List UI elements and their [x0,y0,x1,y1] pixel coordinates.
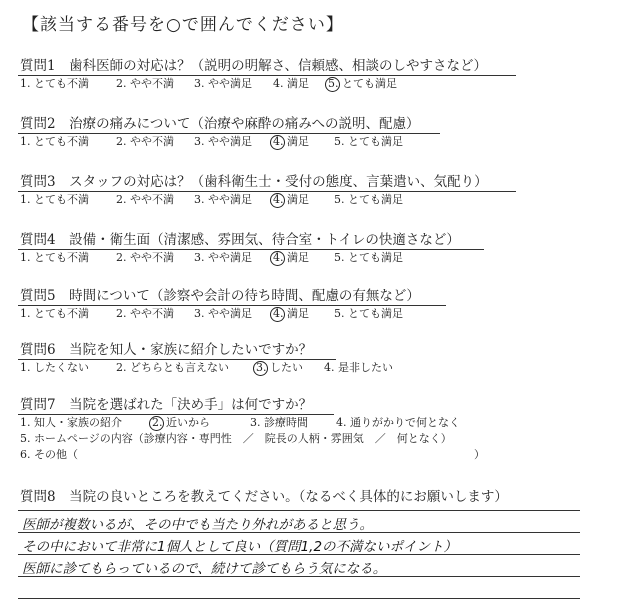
q1-option-4[interactable]: 4. 満足 [273,77,309,90]
q4-option-2[interactable]: 2. やや不満 [116,251,174,264]
question-8-title: 質問8 当院の良いところを教えてください。（なるべく具体的にお願いします） [20,489,508,505]
answer-line-3 [18,554,580,555]
answer-text-1: 医師が複数いるが、その中でも当たり外れがあると思う。 [22,517,373,533]
q2-option-2[interactable]: 2. やや不満 [116,135,174,148]
q5-option-2[interactable]: 2. やや不満 [116,307,174,320]
question-6 [18,342,538,376]
q7-option-3[interactable]: 3. 診療時間 [250,416,308,429]
q4-option-5[interactable]: 5. とても満足 [334,251,403,264]
question-4-options [18,250,538,266]
answer-line-4 [18,576,580,577]
question-5-options [18,306,538,322]
q2-option-1[interactable]: 1. とても不満 [20,135,89,148]
survey-heading: 【該当する番号を○で囲んでください】 [22,15,344,35]
question-6-title: 質問6 当院を知人・家族に紹介したいですか？ [20,342,313,358]
q5-option-4-selected[interactable]: 4. 満足 [273,307,309,320]
question-2 [18,116,538,150]
q5-option-5[interactable]: 5. とても満足 [334,307,403,320]
question-8-answer-area [18,508,580,604]
q4-option-3[interactable]: 3. やや満足 [194,251,252,264]
question-4 [18,232,538,266]
q1-option-5-selected[interactable]: 5. とても満足 [328,77,397,90]
question-2-options [18,134,538,150]
q4-option-1[interactable]: 1. とても不満 [20,251,89,264]
q6-option-2[interactable]: 2. どちらとも言えない [116,361,229,374]
question-5 [18,288,538,322]
question-1-options [18,76,538,92]
question-5-title: 質問5 時間について（診察や会計の待ち時間、配慮の有無など） [20,288,420,304]
q6-option-3-selected[interactable]: 3. したい [256,361,303,374]
question-7 [18,397,498,463]
q3-option-1[interactable]: 1. とても不満 [20,193,89,206]
q5-option-1[interactable]: 1. とても不満 [20,307,89,320]
q6-option-4[interactable]: 4. 是非したい [324,361,393,374]
answer-line-1 [18,510,580,511]
question-2-title: 質問2 治療の痛みについて（治療や麻酔の痛みへの説明、配慮） [20,116,420,132]
question-4-title: 質問4 設備・衛生面（清潔感、雰囲気、待合室・トイレの快適さなど） [20,232,460,248]
answer-line-5 [18,598,580,599]
q1-option-2[interactable]: 2. やや不満 [116,77,174,90]
q3-option-4-selected[interactable]: 4. 満足 [273,193,309,206]
question-7-options [18,415,498,431]
question-1 [18,58,538,92]
question-8 [18,488,580,506]
q2-option-4-selected[interactable]: 4. 満足 [273,135,309,148]
question-7-options-row-3 [18,447,498,463]
q7-option-2-selected[interactable]: 2. 近いから [152,416,210,429]
q7-option-5[interactable]: 5. ホームページの内容（診療内容・専門性 ／ 院長の人柄・雰囲気 ／ 何となく） [20,432,452,445]
question-3-title: 質問3 スタッフの対応は？（歯科衛生士・受付の態度、言葉遣い、気配り） [20,174,488,190]
question-7-options-row-2 [18,431,498,447]
q5-option-3[interactable]: 3. やや満足 [194,307,252,320]
answer-text-2: その中において非常に1個人として良い（質問1,2の不満ないポイント） [22,539,458,555]
q2-option-3[interactable]: 3. やや満足 [194,135,252,148]
answer-text-3: 医師に診てもらっているので、続けて診てもらう気になる。 [22,561,387,577]
q1-option-3[interactable]: 3. やや満足 [194,77,252,90]
q7-option-1[interactable]: 1. 知人・家族の紹介 [20,416,122,429]
q1-option-1[interactable]: 1. とても不満 [20,77,89,90]
q4-option-4-selected[interactable]: 4. 満足 [273,251,309,264]
q2-option-5[interactable]: 5. とても満足 [334,135,403,148]
question-1-title: 質問1 歯科医師の対応は？（説明の明解さ、信頼感、相談のしやすさなど） [20,58,488,74]
q3-option-3[interactable]: 3. やや満足 [194,193,252,206]
question-7-title: 質問7 当院を選ばれた「決め手」は何ですか？ [20,397,313,413]
question-3-options [18,192,538,208]
question-3 [18,174,538,208]
q3-option-5[interactable]: 5. とても満足 [334,193,403,206]
question-6-options [18,360,538,376]
q7-option-6-close: ） [474,448,485,461]
q6-option-1[interactable]: 1. したくない [20,361,89,374]
answer-line-2 [18,532,580,533]
q3-option-2[interactable]: 2. やや不満 [116,193,174,206]
q7-option-6[interactable]: 6. その他（ [20,448,78,461]
q7-option-4[interactable]: 4. 通りがかりで何となく [336,416,460,429]
